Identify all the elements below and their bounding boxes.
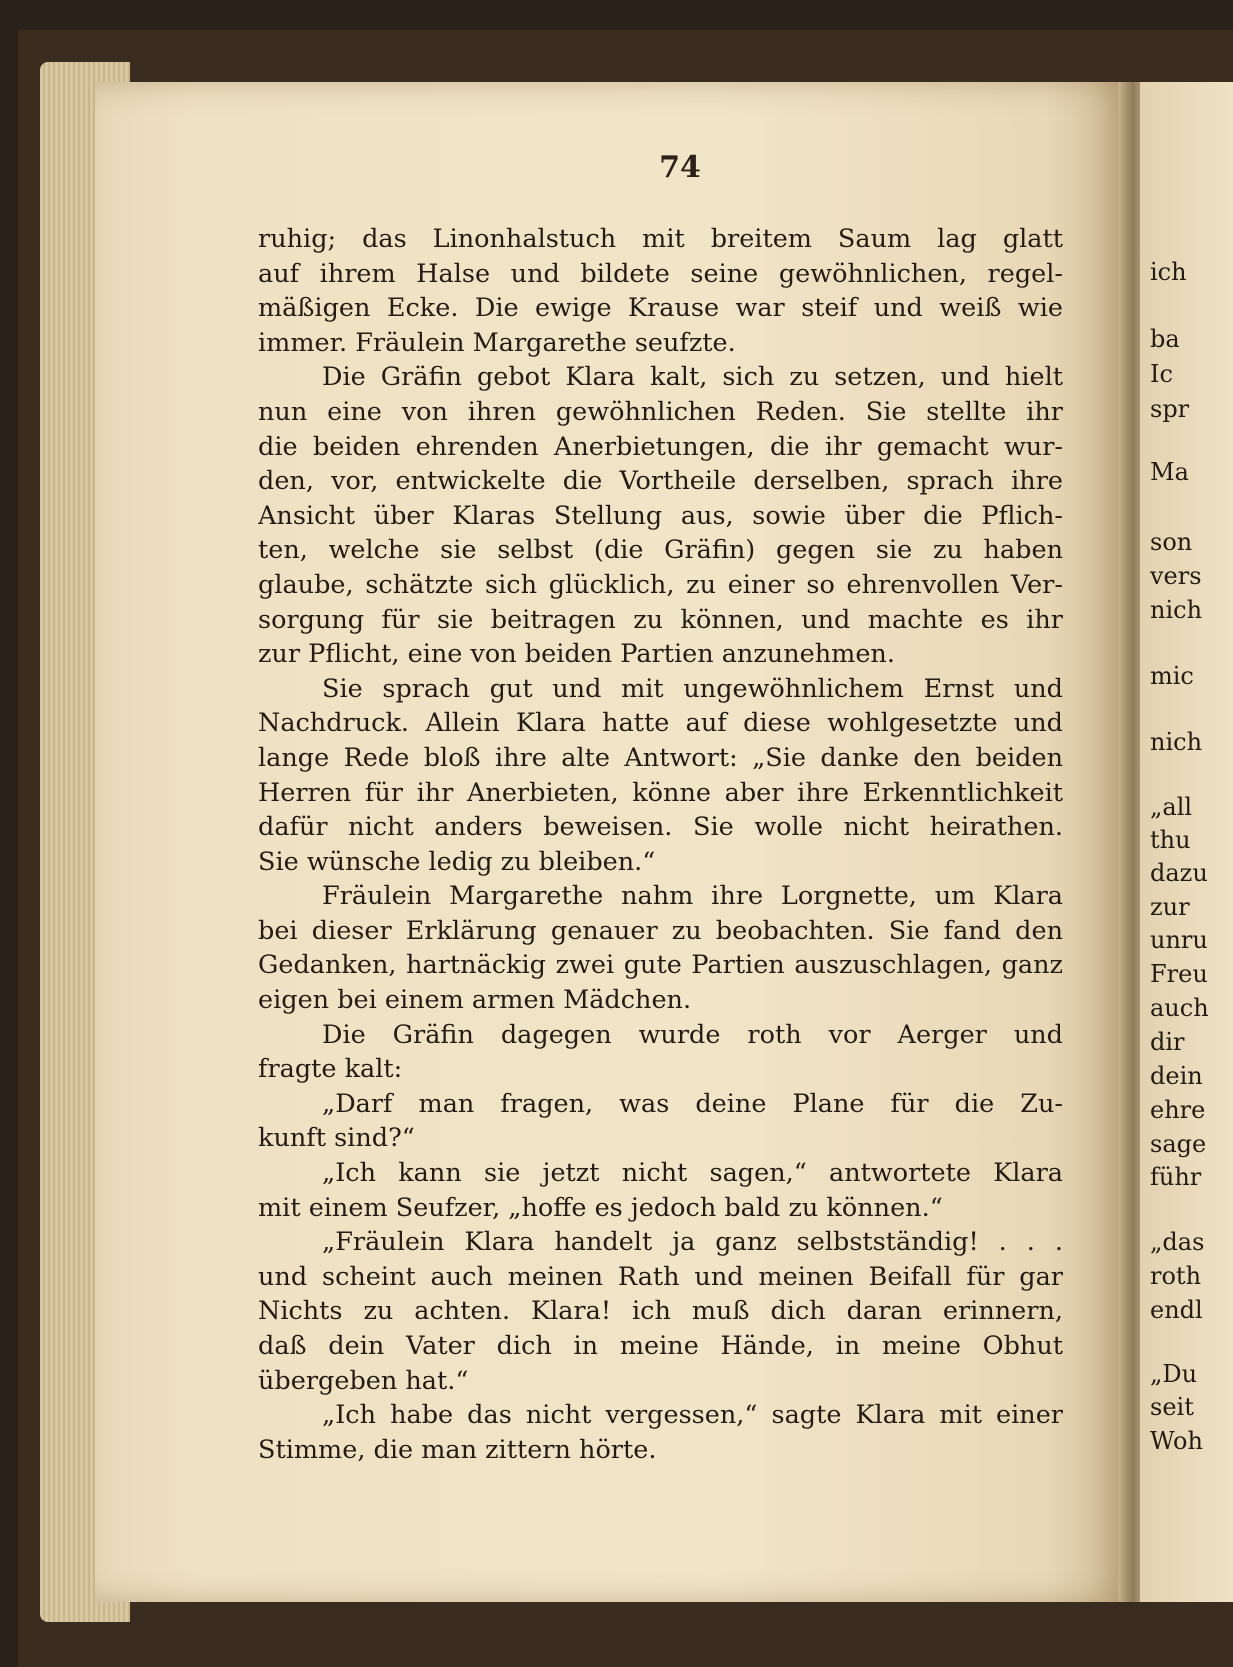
text-line: zur Pflicht, eine von beiden Partien anzunehmen. xyxy=(258,639,895,670)
right-page-fragment: „all xyxy=(1150,793,1193,821)
right-page-fragment: auch xyxy=(1150,994,1209,1022)
text-line: „Ich kann sie jetzt nicht sagen,“ antwortete Klara xyxy=(322,1158,1063,1189)
text-line: dafür nicht anders beweisen. Sie wolle nicht heirathen. xyxy=(258,812,1063,843)
text-line: Nichts zu achten. Klara! ich muß dich daran erinnern, xyxy=(258,1296,1063,1327)
text-line: Herren für ihr Anerbieten, könne aber ihre Erkenntlichkeit xyxy=(258,777,1063,808)
text-line: Stimme, die man zittern hörte. xyxy=(258,1434,657,1465)
text-line: die beiden ehrenden Anerbietungen, die ihr gemacht wur- xyxy=(258,431,1063,462)
text-line: Ansicht über Klaras Stellung aus, sowie über die Pflich- xyxy=(258,500,1063,531)
text-line: fragte kalt: xyxy=(258,1054,403,1085)
right-page-fragment: führ xyxy=(1150,1163,1202,1191)
right-page-fragment: endl xyxy=(1150,1296,1203,1324)
page-number: 74 xyxy=(659,150,701,185)
text-line: sorgung für sie beitragen zu können, und machte es ihr xyxy=(258,604,1063,635)
text-line: Gedanken, hartnäckig zwei gute Partien auszuschlagen, ganz xyxy=(258,950,1063,981)
text-line: eigen bei einem armen Mädchen. xyxy=(258,985,692,1016)
text-line: „Darf man fragen, was deine Plane für die Zu- xyxy=(322,1088,1063,1119)
right-page-fragment: Woh xyxy=(1150,1427,1203,1455)
right-page-fragment: seit xyxy=(1150,1393,1194,1421)
text-line: mäßigen Ecke. Die ewige Krause war steif und weiß wie xyxy=(258,293,1063,324)
right-page-fragment: ehre xyxy=(1150,1096,1206,1124)
text-line: lange Rede bloß ihre alte Antwort: „Sie danke den beiden xyxy=(258,742,1063,773)
text-line: glaube, schätzte sich glücklich, zu einer so ehrenvollen Ver- xyxy=(258,569,1063,600)
right-page-fragment: nich xyxy=(1150,596,1203,624)
text-line: immer. Fräulein Margarethe seufzte. xyxy=(258,327,736,358)
text-line: Fräulein Margarethe nahm ihre Lorgnette, um Klara xyxy=(322,881,1063,912)
text-line: Die Gräfin dagegen wurde roth vor Aerger und xyxy=(322,1019,1063,1050)
right-page-fragment: mic xyxy=(1150,662,1194,690)
right-page-fragment: dazu xyxy=(1150,859,1208,887)
text-line: „Fräulein Klara handelt ja ganz selbstständig! . . . xyxy=(322,1227,1063,1258)
right-page-fragment: zur xyxy=(1150,893,1190,921)
right-page-fragment: „das xyxy=(1150,1228,1205,1256)
right-page-fragment: roth xyxy=(1150,1262,1202,1290)
page-text xyxy=(258,222,1063,1467)
text-line: nun eine von ihren gewöhnlichen Reden. Sie stellte ihr xyxy=(258,396,1063,427)
text-line: mit einem Seufzer, „hoffe es jedoch bald zu können.“ xyxy=(258,1192,943,1223)
right-page-fragment: spr xyxy=(1150,395,1190,423)
right-page-fragment: Ic xyxy=(1150,360,1173,388)
text-line: auf ihrem Halse und bildete seine gewöhnlichen, regel- xyxy=(258,258,1063,289)
right-page-fragment: Ma xyxy=(1150,458,1189,486)
text-line: „Ich habe das nicht vergessen,“ sagte Klara mit einer xyxy=(322,1400,1063,1431)
right-page-fragment: ich xyxy=(1150,258,1187,286)
text-line: übergeben hat.“ xyxy=(258,1365,469,1396)
text-line: Sie sprach gut und mit ungewöhnlichem Ernst und xyxy=(322,673,1063,704)
text-line: ruhig; das Linonhalstuch mit breitem Saum lag glatt xyxy=(258,224,1063,254)
text-line: den, vor, entwickelte die Vortheile derselben, sprach ihre xyxy=(258,466,1063,497)
right-page-fragment: Freu xyxy=(1150,960,1208,988)
text-line: bei dieser Erklärung genauer zu beobachten. Sie fand den xyxy=(258,915,1063,946)
text-line: Sie wünsche ledig zu bleiben.“ xyxy=(258,846,656,877)
text-line: kunft sind?“ xyxy=(258,1123,415,1154)
right-page-fragment: nich xyxy=(1150,728,1203,756)
text-line: Die Gräfin gebot Klara kalt, sich zu setzen, und hielt xyxy=(322,362,1063,393)
text-line: daß dein Vater dich in meine Hände, in meine Obhut xyxy=(258,1331,1063,1361)
right-page-fragment: thu xyxy=(1150,826,1191,854)
text-line: und scheint auch meinen Rath und meinen Beifall für gar xyxy=(258,1261,1063,1292)
right-page-fragment: sage xyxy=(1150,1130,1207,1158)
right-page-fragment: „Du xyxy=(1150,1360,1198,1388)
text-line: Nachdruck. Allein Klara hatte auf diese wohlgesetzte und xyxy=(258,708,1063,739)
text-line: ten, welche sie selbst (die Gräfin) gegen sie zu haben xyxy=(258,535,1063,566)
right-page-fragment: son xyxy=(1150,528,1193,556)
right-page-fragment: ba xyxy=(1150,325,1180,353)
right-page-fragment: vers xyxy=(1150,562,1202,590)
right-page-fragment: unru xyxy=(1150,926,1208,954)
right-page-fragment: dein xyxy=(1150,1062,1203,1090)
right-page-fragment: dir xyxy=(1150,1028,1185,1056)
